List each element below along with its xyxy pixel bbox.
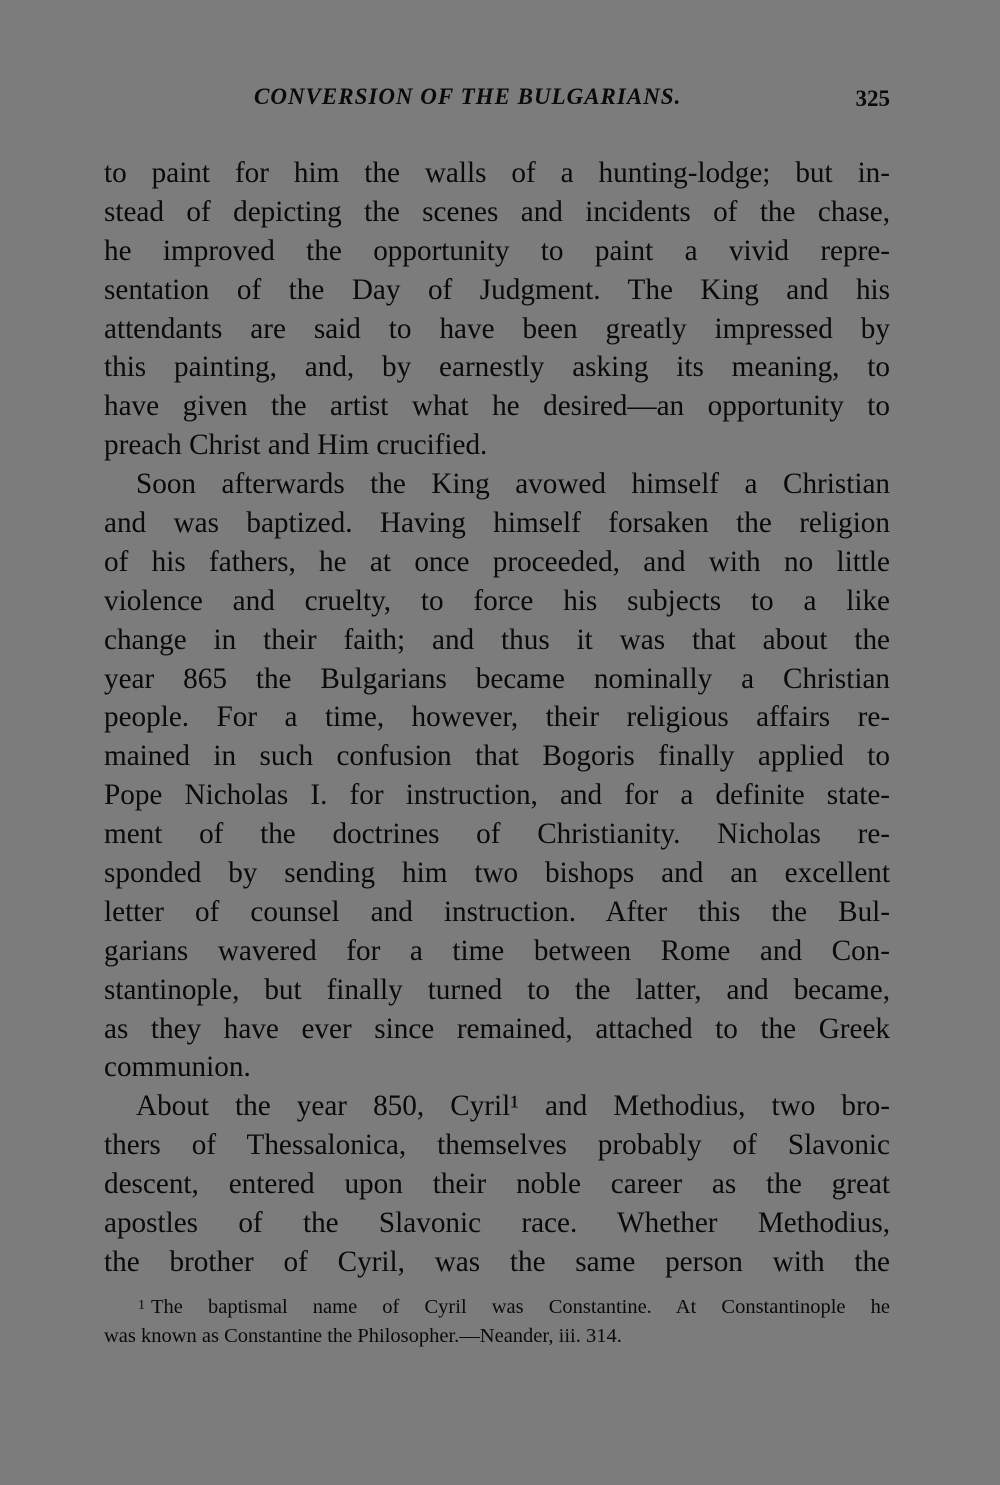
text-line: ment of the doctrines of Christianity. Nicholas re- xyxy=(104,818,890,851)
body-text xyxy=(104,154,890,1282)
footnote-text: The baptismal name of Cyril was Constantine. At Constantinople he xyxy=(151,1296,890,1318)
footnote-marker: 1 xyxy=(138,1298,145,1313)
text-line: sponded by sending him two bishops and an excellent xyxy=(104,857,890,890)
text-line: About the year 850, Cyril¹ and Methodius, two bro- xyxy=(136,1090,890,1123)
text-line: change in their faith; and thus it was that about the xyxy=(104,623,890,656)
text-line: attendants are said to have been greatly impressed by xyxy=(104,312,890,345)
text-line: he improved the opportunity to paint a vivid repre- xyxy=(104,234,890,267)
text-line: and was baptized. Having himself forsaken the religion xyxy=(104,507,890,540)
text-line: Soon afterwards the King avowed himself a Christian xyxy=(136,468,890,501)
text-line: the brother of Cyril, was the same person with the xyxy=(104,1245,890,1278)
text-line: year 865 the Bulgarians became nominally a Christian xyxy=(104,662,890,695)
footnote-line xyxy=(104,1293,890,1322)
text-line: to paint for him the walls of a hunting-lodge; but in- xyxy=(104,157,890,189)
text-line: sentation of the Day of Judgment. The King and his xyxy=(104,273,890,306)
text-line: of his fathers, he at once proceeded, and with no little xyxy=(104,545,890,578)
text-line: preach Christ and Him crucified. xyxy=(104,429,488,462)
text-line: this painting, and, by earnestly asking its meaning, to xyxy=(104,351,890,384)
page-number: 325 xyxy=(855,86,890,111)
text-line: thers of Thessalonica, themselves probably of Slavonic xyxy=(104,1129,890,1162)
footnote xyxy=(104,1293,890,1351)
text-line: garians wavered for a time between Rome and Con- xyxy=(104,934,890,967)
text-line: letter of counsel and instruction. After this the Bul- xyxy=(104,895,890,928)
text-line: have given the artist what he desired—an opportunity to xyxy=(104,390,890,423)
text-line: stead of depicting the scenes and incidents of the chase, xyxy=(104,195,890,228)
text-line: mained in such confusion that Bogoris finally applied to xyxy=(104,740,890,773)
text-line: apostles of the Slavonic race. Whether Methodius, xyxy=(104,1207,890,1240)
text-line: violence and cruelty, to force his subjects to a like xyxy=(104,584,890,617)
text-line: people. For a time, however, their religious affairs re- xyxy=(104,701,890,734)
text-line: as they have ever since remained, attached to the Greek xyxy=(104,1012,890,1045)
text-line: descent, entered upon their noble career as the great xyxy=(104,1168,890,1201)
footnote-line: was known as Constantine the Philosopher.—Neander, iii. 314. xyxy=(104,1325,622,1347)
text-line: Pope Nicholas I. for instruction, and for a definite state- xyxy=(104,779,890,812)
text-line: communion. xyxy=(104,1051,251,1084)
running-title: CONVERSION OF THE BULGARIANS. xyxy=(254,84,682,109)
text-line: stantinople, but finally turned to the latter, and became, xyxy=(104,973,890,1006)
running-head xyxy=(104,84,890,124)
